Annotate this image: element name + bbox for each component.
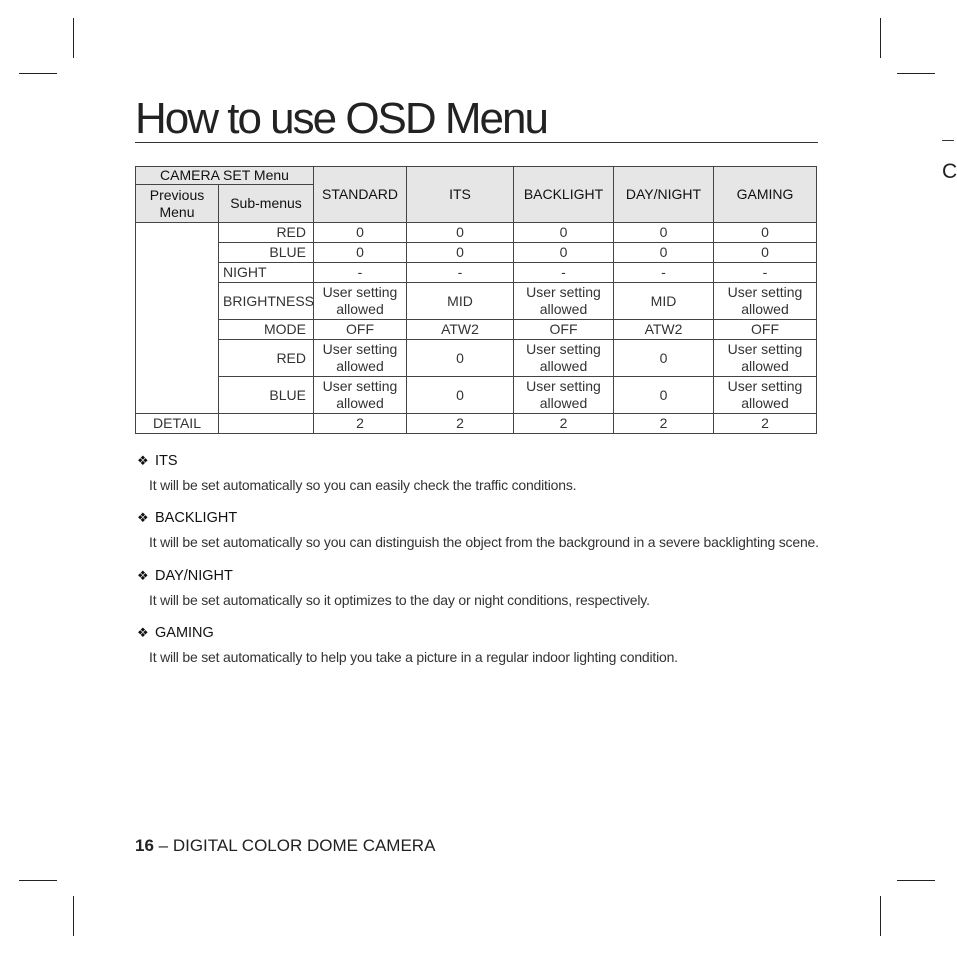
footer-title: – DIGITAL COLOR DOME CAMERA (158, 836, 436, 855)
page-footer (135, 836, 435, 856)
crop-mark (73, 18, 74, 58)
section-backlight (137, 508, 837, 550)
value-cell: OFF (314, 320, 407, 340)
value-cell: User setting allowed (714, 377, 817, 414)
diamond-bullet-icon: ❖ (137, 453, 149, 468)
table-row (136, 243, 817, 263)
value-cell: 0 (407, 243, 514, 263)
header-standard: STANDARD (314, 167, 407, 223)
value-cell: 2 (407, 414, 514, 434)
section-text: It will be set automatically to help you take a picture in a regular indoor lighting condition. (149, 649, 678, 665)
section-heading: DAY/NIGHT (155, 568, 233, 584)
value-cell: 0 (614, 377, 714, 414)
value-cell: 0 (714, 223, 817, 243)
section-heading: ITS (155, 453, 178, 469)
value-cell: 0 (614, 340, 714, 377)
crop-mark (880, 18, 881, 58)
value-cell: 0 (314, 223, 407, 243)
header-previous-menu: Previous Menu (136, 185, 219, 223)
value-cell: 0 (407, 340, 514, 377)
header-its: ITS (407, 167, 514, 223)
value-cell: 0 (514, 223, 614, 243)
side-tab-divider (942, 140, 954, 141)
diamond-bullet-icon: ❖ (137, 510, 149, 525)
value-cell: MID (614, 283, 714, 320)
sub-menu-cell: MODE (219, 320, 314, 340)
sub-menu-cell (219, 414, 314, 434)
section-heading: BACKLIGHT (155, 510, 238, 526)
header-gaming: GAMING (714, 167, 817, 223)
value-cell: 0 (614, 223, 714, 243)
section-text: It will be set automatically so you can easily check the traffic conditions. (149, 477, 577, 493)
sub-menu-cell: NIGHT (219, 263, 314, 283)
crop-mark (897, 73, 935, 74)
sub-menu-cell: RED (219, 223, 314, 243)
value-cell: User setting allowed (314, 377, 407, 414)
sub-menu-cell: BRIGHTNESS (219, 283, 314, 320)
table-row-detail (136, 414, 817, 434)
section-its (137, 451, 837, 493)
value-cell: 2 (514, 414, 614, 434)
section-text: It will be set automatically so it optimizes to the day or night conditions, respectively. (149, 592, 650, 608)
header-camera-set-menu: CAMERA SET Menu (136, 167, 314, 185)
crop-mark (19, 880, 57, 881)
value-cell: - (514, 263, 614, 283)
table-row (136, 223, 817, 243)
osd-settings-table (135, 166, 817, 434)
section-gaming (137, 623, 837, 665)
crop-mark (880, 896, 881, 936)
value-cell: OFF (714, 320, 817, 340)
value-cell: 0 (314, 243, 407, 263)
previous-menu-empty-cell (136, 223, 219, 414)
crop-mark (897, 880, 935, 881)
value-cell: ATW2 (407, 320, 514, 340)
table-row (136, 320, 817, 340)
diamond-bullet-icon: ❖ (137, 568, 149, 583)
sub-menu-cell: BLUE (219, 243, 314, 263)
table-row (136, 283, 817, 320)
value-cell: - (614, 263, 714, 283)
previous-menu-cell: DETAIL (136, 414, 219, 434)
value-cell: 0 (407, 377, 514, 414)
value-cell: User setting allowed (714, 283, 817, 320)
page-number: 16 (135, 836, 154, 855)
header-day-night: DAY/NIGHT (614, 167, 714, 223)
value-cell: 0 (514, 243, 614, 263)
value-cell: 0 (407, 223, 514, 243)
side-tab-label: C (942, 160, 957, 183)
value-cell: User setting allowed (514, 340, 614, 377)
header-backlight: BACKLIGHT (514, 167, 614, 223)
value-cell: - (407, 263, 514, 283)
section-day-night (137, 566, 837, 608)
section-heading: GAMING (155, 625, 214, 641)
crop-mark (19, 73, 57, 74)
value-cell: 2 (314, 414, 407, 434)
value-cell: User setting allowed (514, 377, 614, 414)
value-cell: User setting allowed (514, 283, 614, 320)
table-row (136, 340, 817, 377)
value-cell: User setting allowed (314, 283, 407, 320)
value-cell: User setting allowed (714, 340, 817, 377)
sub-menu-cell: BLUE (219, 377, 314, 414)
value-cell: 2 (714, 414, 817, 434)
header-sub-menus: Sub-menus (219, 185, 314, 223)
table-row (136, 263, 817, 283)
value-cell: OFF (514, 320, 614, 340)
value-cell: ATW2 (614, 320, 714, 340)
value-cell: 0 (614, 243, 714, 263)
value-cell: - (714, 263, 817, 283)
value-cell: 2 (614, 414, 714, 434)
value-cell: 0 (714, 243, 817, 263)
sub-menu-cell: RED (219, 340, 314, 377)
page-title: How to use OSD Menu (135, 96, 818, 143)
value-cell: User setting allowed (314, 340, 407, 377)
value-cell: MID (407, 283, 514, 320)
crop-mark (73, 896, 74, 936)
value-cell: - (314, 263, 407, 283)
section-text: It will be set automatically so you can distinguish the object from the background in a severe backlighting scene. (149, 534, 819, 550)
diamond-bullet-icon: ❖ (137, 625, 149, 640)
table-row (136, 377, 817, 414)
